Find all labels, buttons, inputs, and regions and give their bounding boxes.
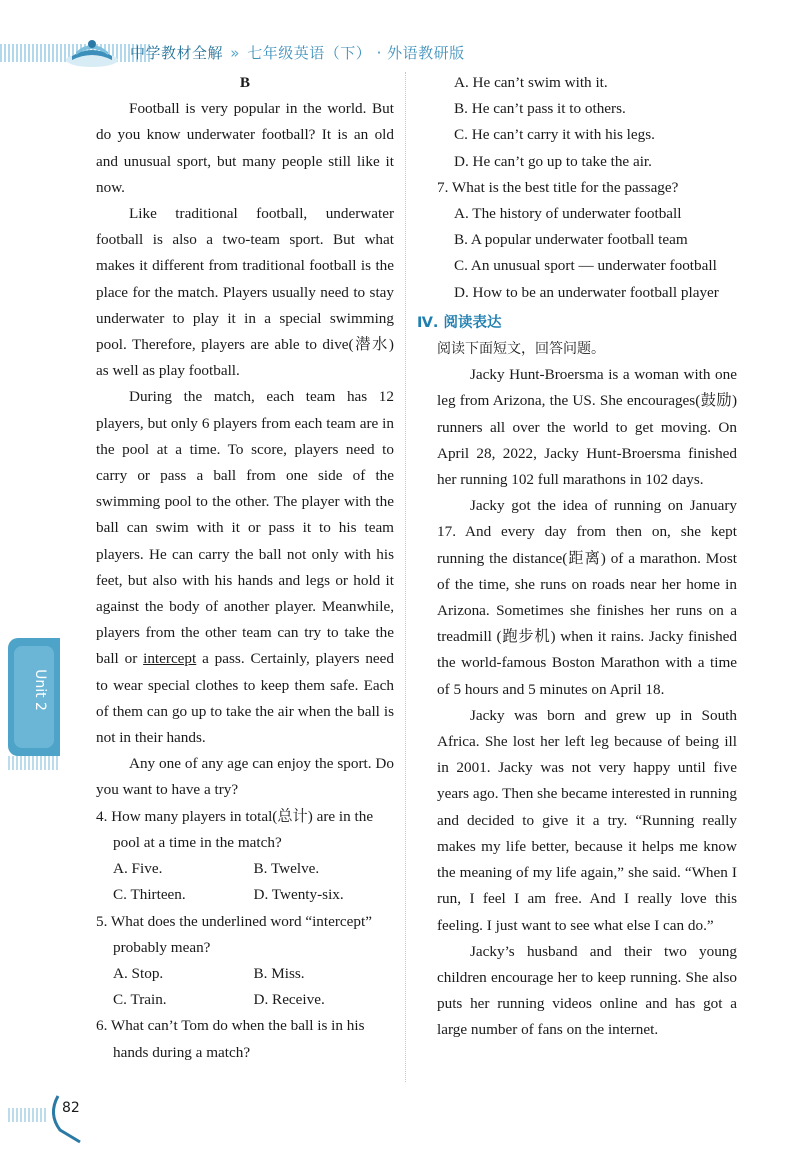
passage-paragraph: Jacky Hunt-Broersma is a woman with one leg from Arizona, the US. She encourages(鼓励) runners all over the world to get moving. On April 28, 2022, Jacky Hunt-Broersma finished her running 102 full marathons in 102 days. — [437, 366, 737, 489]
page-number: 82 — [62, 1100, 80, 1116]
option: B. Miss. — [253, 964, 305, 982]
question-5: 5. What does the underlined word “intercept” probably mean? — [96, 912, 372, 956]
paragraph-text: a pass. Certainly, players need to wear special clothes to keep them safe. Each of them can go up to take the air when the ball is not in their hands. — [96, 650, 394, 747]
instruction-text: 阅读下面短文，回答问题。 — [437, 341, 605, 358]
passage-paragraph: Any one of any age can enjoy the sport. Do you want to have a try? — [96, 755, 394, 799]
question-7: 7. What is the best title for the passage? — [437, 178, 679, 196]
passage-paragraph: Football is very popular in the world. But do you know underwater football? It is an old and unusual sport, but many people still like it now. — [96, 100, 394, 196]
passage-paragraph: Jacky got the idea of running on January 17. And every day from then on, she kept running the distance(距离) of a marathon. Most of the time, she runs on roads near her home in Arizona. Sometimes she finishes her runs on a treadmill (跑步机) when it rains. Jacky finished the world-famous Boston Marathon with a time of 5 hours and 5 minutes on April 18. — [437, 497, 737, 698]
left-column — [96, 70, 394, 1066]
option: D. He can’t go up to take the air. — [454, 152, 652, 170]
header-title — [130, 42, 465, 63]
option: C. Train. — [113, 991, 167, 1009]
question-4-options — [96, 882, 394, 908]
question-5-options — [96, 961, 394, 987]
header-dot: · — [376, 44, 382, 62]
question-4: 4. How many players in total(总计) are in the pool at a time in the match? — [96, 807, 374, 851]
page-header — [0, 36, 800, 70]
underlined-word: intercept — [143, 650, 197, 668]
passage-paragraph — [96, 384, 394, 751]
unit-side-tab — [8, 638, 60, 756]
side-dots — [8, 756, 60, 770]
option: A. Stop. — [113, 964, 164, 982]
passage-paragraph: Jacky’s husband and their two young children encourage her to keep running. She also puts her running videos online and has got a large number of fans on the internet. — [437, 942, 737, 1039]
page-dots — [8, 1108, 48, 1122]
option: D. Receive. — [253, 991, 325, 1009]
passage-paragraph: Jacky was born and grew up in South Africa. She lost her left leg because of being ill in 2001. Jacky was not very happy until five years ago. Then she became interested in running and decided to give it a try. “Running really makes my life better, because it helps me know the meaning of my life again,” she said. “When I run, I feel I am free. And I really love this feeling. I just want to see what else I can do.” — [437, 706, 737, 934]
question-5-options — [96, 987, 394, 1013]
option: C. Thirteen. — [113, 886, 186, 904]
header-edition: 外语教研版 — [387, 44, 465, 62]
passage-paragraph: Like traditional football, underwater football is also a two-team sport. But what makes it different from traditional football is the place for the match. Players usually need to stay underwater to play it in a special swimming pool. Therefore, players are able to dive(潜水) as well as play football. — [96, 205, 394, 380]
book-logo-icon — [62, 34, 122, 68]
option: C. An unusual sport — underwater football — [454, 257, 717, 275]
paragraph-text: During the match, each team has 12 players, but only 6 players from each team are in the pool at a time. To score, players need to carry or pass a ball from one side of the swimming pool to the other. The player with the ball can swim with it or pass it to his team players. He can carry the ball not only with his feet, but also with his hands and legs or hold it against the body of another player. Meanwhile, players from the other team can try to take the ball or — [96, 388, 394, 668]
option: B. Twelve. — [253, 860, 320, 878]
section-heading: Ⅳ. 阅读表达 — [417, 314, 502, 331]
question-6: 6. What can’t Tom do when the ball is in his hands during a match? — [96, 1017, 365, 1061]
option: B. He can’t pass it to others. — [454, 100, 626, 118]
option: A. The history of underwater football — [454, 205, 682, 223]
option: D. Twenty-six. — [253, 886, 344, 904]
option: C. He can’t carry it with his legs. — [454, 126, 655, 144]
header-grade: 七年级英语（下） — [247, 44, 372, 62]
option: A. Five. — [113, 860, 163, 878]
header-separator: » — [230, 44, 240, 62]
section-label-b: B — [239, 74, 251, 91]
option: D. How to be an underwater football player — [454, 283, 719, 301]
header-book: 中学教材全解 — [130, 44, 224, 62]
side-tab-label: Unit 2 — [31, 669, 48, 711]
option: A. He can’t swim with it. — [454, 74, 608, 91]
right-column — [417, 70, 737, 1044]
column-divider — [405, 72, 406, 1082]
question-4-options — [96, 856, 394, 882]
option: B. A popular underwater football team — [454, 231, 688, 249]
